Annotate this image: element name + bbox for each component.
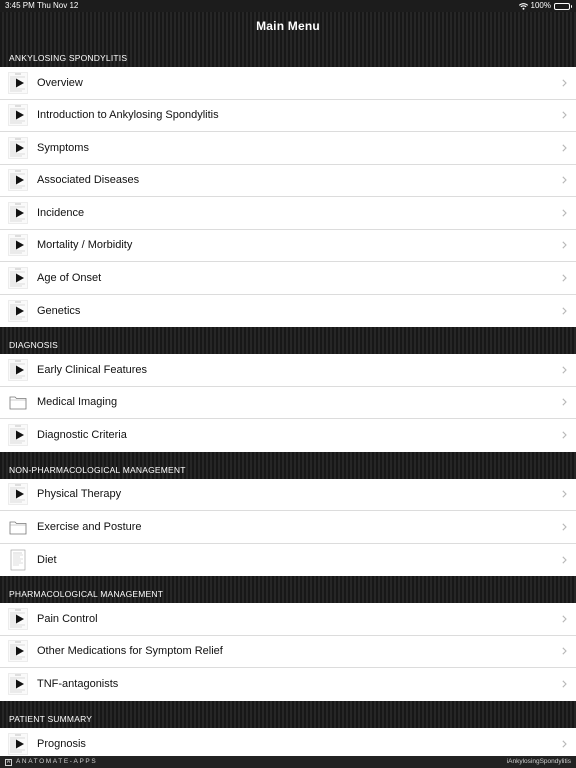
menu-item[interactable] bbox=[0, 668, 576, 701]
chevron-right-icon bbox=[562, 139, 567, 157]
menu-item-label: Incidence bbox=[37, 206, 85, 219]
menu-item-label: Age of Onset bbox=[37, 271, 102, 284]
wifi-icon bbox=[519, 3, 528, 10]
chevron-right-icon bbox=[562, 236, 567, 254]
footer-app-name: iAnkylosingSpondylitis bbox=[506, 758, 571, 765]
footer-brand bbox=[5, 756, 97, 768]
menu-item[interactable] bbox=[0, 728, 576, 757]
anatomate-logo-icon: A bbox=[6, 758, 11, 765]
video-icon bbox=[8, 608, 28, 630]
video-icon bbox=[8, 673, 28, 695]
menu-item-label: Overview bbox=[37, 76, 83, 89]
chevron-right-icon bbox=[562, 269, 567, 287]
menu-item-label: Associated Diseases bbox=[37, 174, 140, 187]
status-date: Thu Nov 12 bbox=[37, 1, 79, 10]
video-icon bbox=[8, 202, 28, 224]
menu-item[interactable] bbox=[0, 197, 576, 230]
menu-item[interactable] bbox=[0, 67, 576, 100]
footer-bar bbox=[0, 756, 576, 768]
main-menu-list[interactable] bbox=[0, 40, 576, 756]
menu-item[interactable] bbox=[0, 511, 576, 544]
video-icon bbox=[8, 359, 28, 381]
menu-item[interactable] bbox=[0, 419, 576, 452]
chevron-right-icon bbox=[562, 393, 567, 411]
nav-bar bbox=[0, 12, 576, 40]
menu-item-label: Diet bbox=[37, 553, 57, 566]
menu-item-label: Pain Control bbox=[37, 612, 98, 625]
chevron-right-icon bbox=[562, 361, 567, 379]
video-icon bbox=[8, 483, 28, 505]
menu-item[interactable] bbox=[0, 230, 576, 263]
chevron-right-icon bbox=[562, 106, 567, 124]
chevron-right-icon bbox=[562, 204, 567, 222]
menu-item-label: Genetics bbox=[37, 304, 81, 317]
chevron-right-icon bbox=[562, 518, 567, 536]
battery-percent: 100% bbox=[530, 1, 551, 10]
video-icon bbox=[8, 72, 28, 94]
chevron-right-icon bbox=[562, 675, 567, 693]
folder-icon bbox=[8, 391, 28, 413]
menu-item-label: TNF-antagonists bbox=[37, 678, 119, 691]
menu-item[interactable] bbox=[0, 295, 576, 328]
status-time: 3:45 PM bbox=[5, 1, 35, 10]
menu-item[interactable] bbox=[0, 636, 576, 669]
menu-item[interactable] bbox=[0, 544, 576, 577]
chevron-right-icon bbox=[562, 735, 567, 753]
menu-item-label: Symptoms bbox=[37, 141, 89, 154]
chevron-right-icon bbox=[562, 610, 567, 628]
video-icon bbox=[8, 267, 28, 289]
folder-icon bbox=[8, 516, 28, 538]
menu-item[interactable] bbox=[0, 354, 576, 387]
section-header: NON-PHARMACOLOGICAL MANAGEMENT bbox=[0, 452, 576, 479]
menu-item-label: Exercise and Posture bbox=[37, 520, 142, 533]
video-icon bbox=[8, 234, 28, 256]
menu-item-label: Early Clinical Features bbox=[37, 363, 148, 376]
footer-brand-name: ANATOMATE-APPS bbox=[16, 758, 98, 765]
document-icon bbox=[8, 549, 28, 571]
status-bar bbox=[0, 0, 576, 12]
section-header: PHARMACOLOGICAL MANAGEMENT bbox=[0, 576, 576, 603]
menu-item-label: Prognosis bbox=[37, 737, 86, 750]
section-header: ANKYLOSING SPONDYLITIS bbox=[0, 40, 576, 67]
menu-item[interactable] bbox=[0, 165, 576, 198]
menu-item-label: Introduction to Ankylosing Spondylitis bbox=[37, 109, 219, 122]
menu-item[interactable] bbox=[0, 603, 576, 636]
chevron-right-icon bbox=[562, 642, 567, 660]
status-right bbox=[519, 0, 570, 12]
menu-item-label: Diagnostic Criteria bbox=[37, 429, 127, 442]
section-header: DIAGNOSIS bbox=[0, 327, 576, 354]
chevron-right-icon bbox=[562, 426, 567, 444]
chevron-right-icon bbox=[562, 551, 567, 569]
chevron-right-icon bbox=[562, 485, 567, 503]
chevron-right-icon bbox=[562, 171, 567, 189]
video-icon bbox=[8, 733, 28, 755]
chevron-right-icon bbox=[562, 74, 567, 92]
menu-item-label: Physical Therapy bbox=[37, 488, 122, 501]
section-header: PATIENT SUMMARY bbox=[0, 701, 576, 728]
video-icon bbox=[8, 640, 28, 662]
menu-item-label: Medical Imaging bbox=[37, 396, 118, 409]
page-title: Main Menu bbox=[256, 19, 320, 33]
menu-item[interactable] bbox=[0, 479, 576, 512]
video-icon bbox=[8, 104, 28, 126]
menu-item[interactable] bbox=[0, 387, 576, 420]
video-icon bbox=[8, 424, 28, 446]
menu-item-label: Mortality / Morbidity bbox=[37, 239, 133, 252]
video-icon bbox=[8, 300, 28, 322]
video-icon bbox=[8, 137, 28, 159]
video-icon bbox=[8, 169, 28, 191]
menu-item-label: Other Medications for Symptom Relief bbox=[37, 645, 223, 658]
menu-item[interactable] bbox=[0, 100, 576, 133]
menu-item[interactable] bbox=[0, 262, 576, 295]
battery-icon bbox=[554, 3, 570, 10]
menu-item[interactable] bbox=[0, 132, 576, 165]
chevron-right-icon bbox=[562, 302, 567, 320]
